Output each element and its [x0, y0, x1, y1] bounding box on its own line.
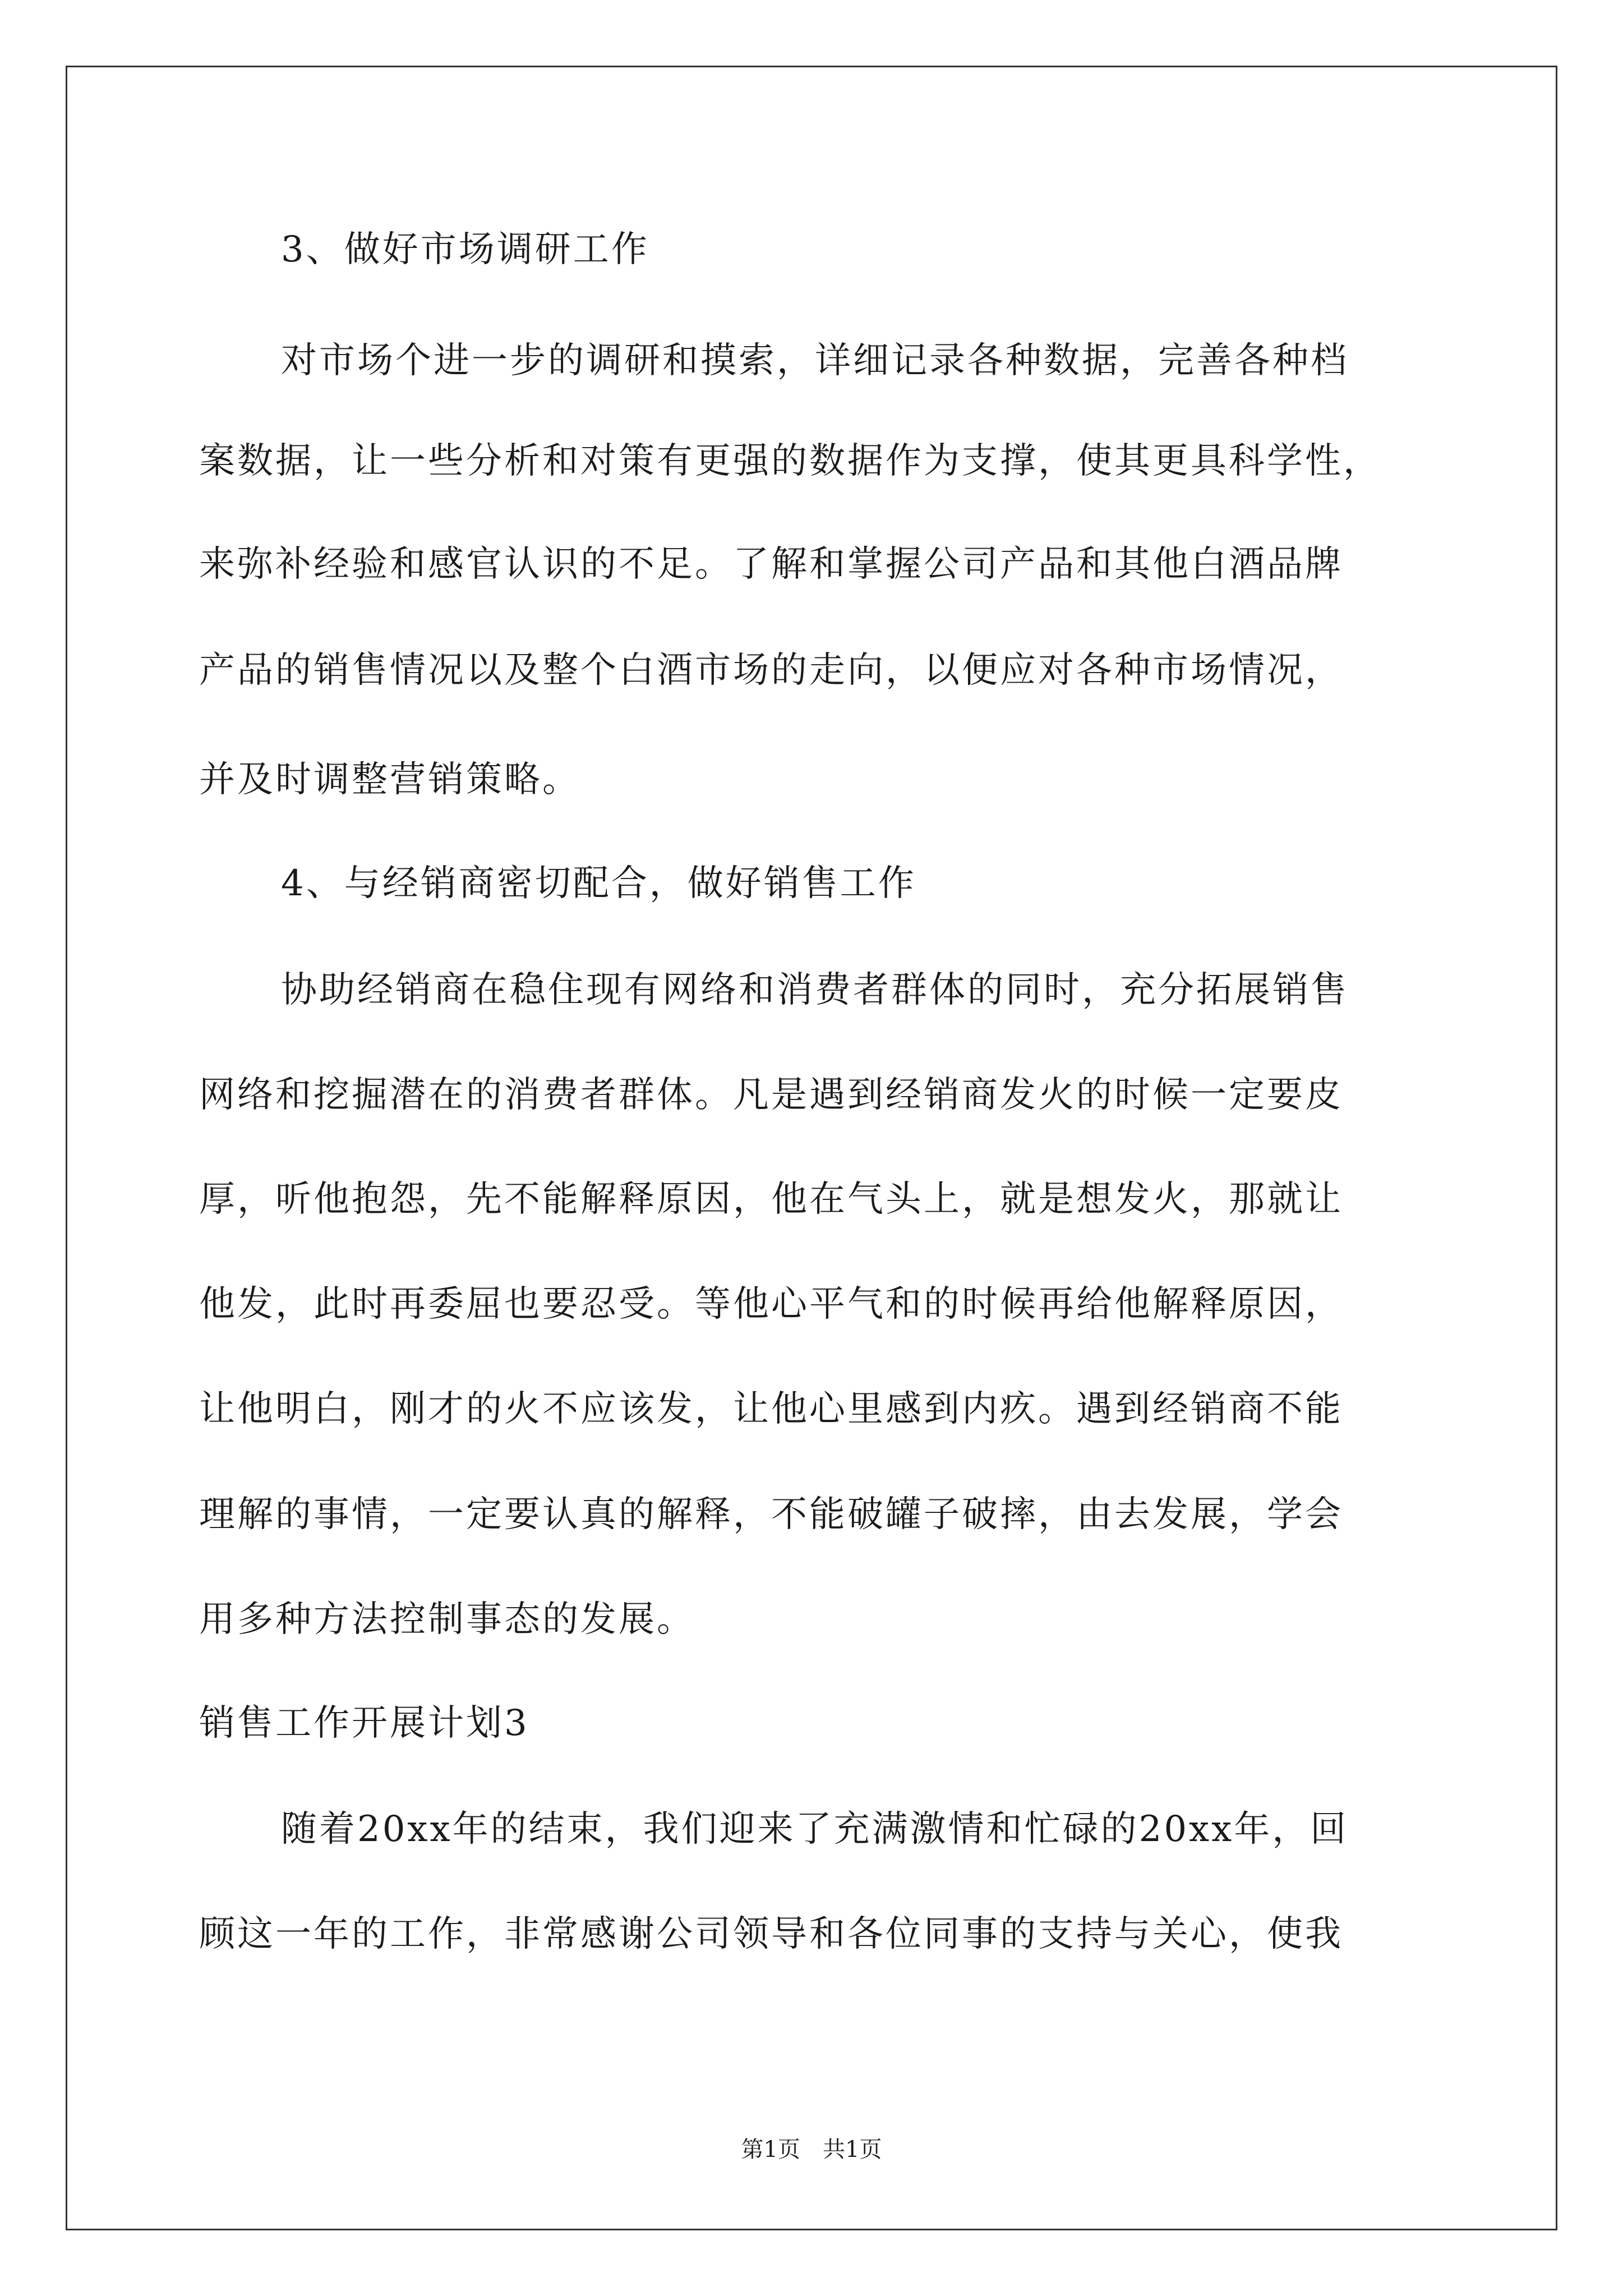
document-section-title: 销售工作开展计划3: [199, 1703, 529, 1744]
page-border: [66, 66, 1557, 2230]
paragraph-line: 用多种方法控制事态的发展。: [199, 1599, 695, 1640]
paragraph-line: 协助经销商在稳住现有网络和消费者群体的同时，充分拓展销售: [281, 969, 1349, 1011]
paragraph-line: 产品的销售情况以及整个白酒市场的走向，以便应对各种市场情况，: [199, 650, 1343, 691]
paragraph-line: 理解的事情，一定要认真的解释，不能破罐子破摔，由去发展，学会: [199, 1494, 1343, 1535]
paragraph-line: 并及时调整营销策略。: [199, 759, 580, 800]
section-heading-3: 3、做好市场调研工作: [281, 229, 649, 270]
paragraph-line: 对市场个进一步的调研和摸索，详细记录各种数据，完善各种档: [281, 340, 1349, 381]
paragraph-line: 随着20xx年的结束，我们迎来了充满激情和忙碌的20xx年，回: [281, 1809, 1349, 1850]
page-footer: 第1页 共1页: [741, 2137, 882, 2162]
paragraph-line: 来弥补经验和感官认识的不足。了解和掌握公司产品和其他白酒品牌: [199, 544, 1343, 585]
section-heading-4: 4、与经销商密切配合，做好销售工作: [281, 863, 916, 904]
paragraph-line: 让他明白，刚才的火不应该发，让他心里感到内疚。遇到经销商不能: [199, 1388, 1343, 1430]
paragraph-line: 网络和挖掘潜在的消费者群体。凡是遇到经销商发火的时候一定要皮: [199, 1074, 1343, 1116]
paragraph-line: 顾这一年的工作，非常感谢公司领导和各位同事的支持与关心，使我: [199, 1913, 1343, 1955]
paragraph-line: 案数据，让一些分析和对策有更强的数据作为支撑，使其更具科学性，: [199, 440, 1381, 482]
paragraph-line: 他发，此时再委屈也要忍受。等他心平气和的时候再给他解释原因，: [199, 1283, 1343, 1325]
paragraph-line: 厚，听他抱怨，先不能解释原因，他在气头上，就是想发火，那就让: [199, 1179, 1343, 1220]
